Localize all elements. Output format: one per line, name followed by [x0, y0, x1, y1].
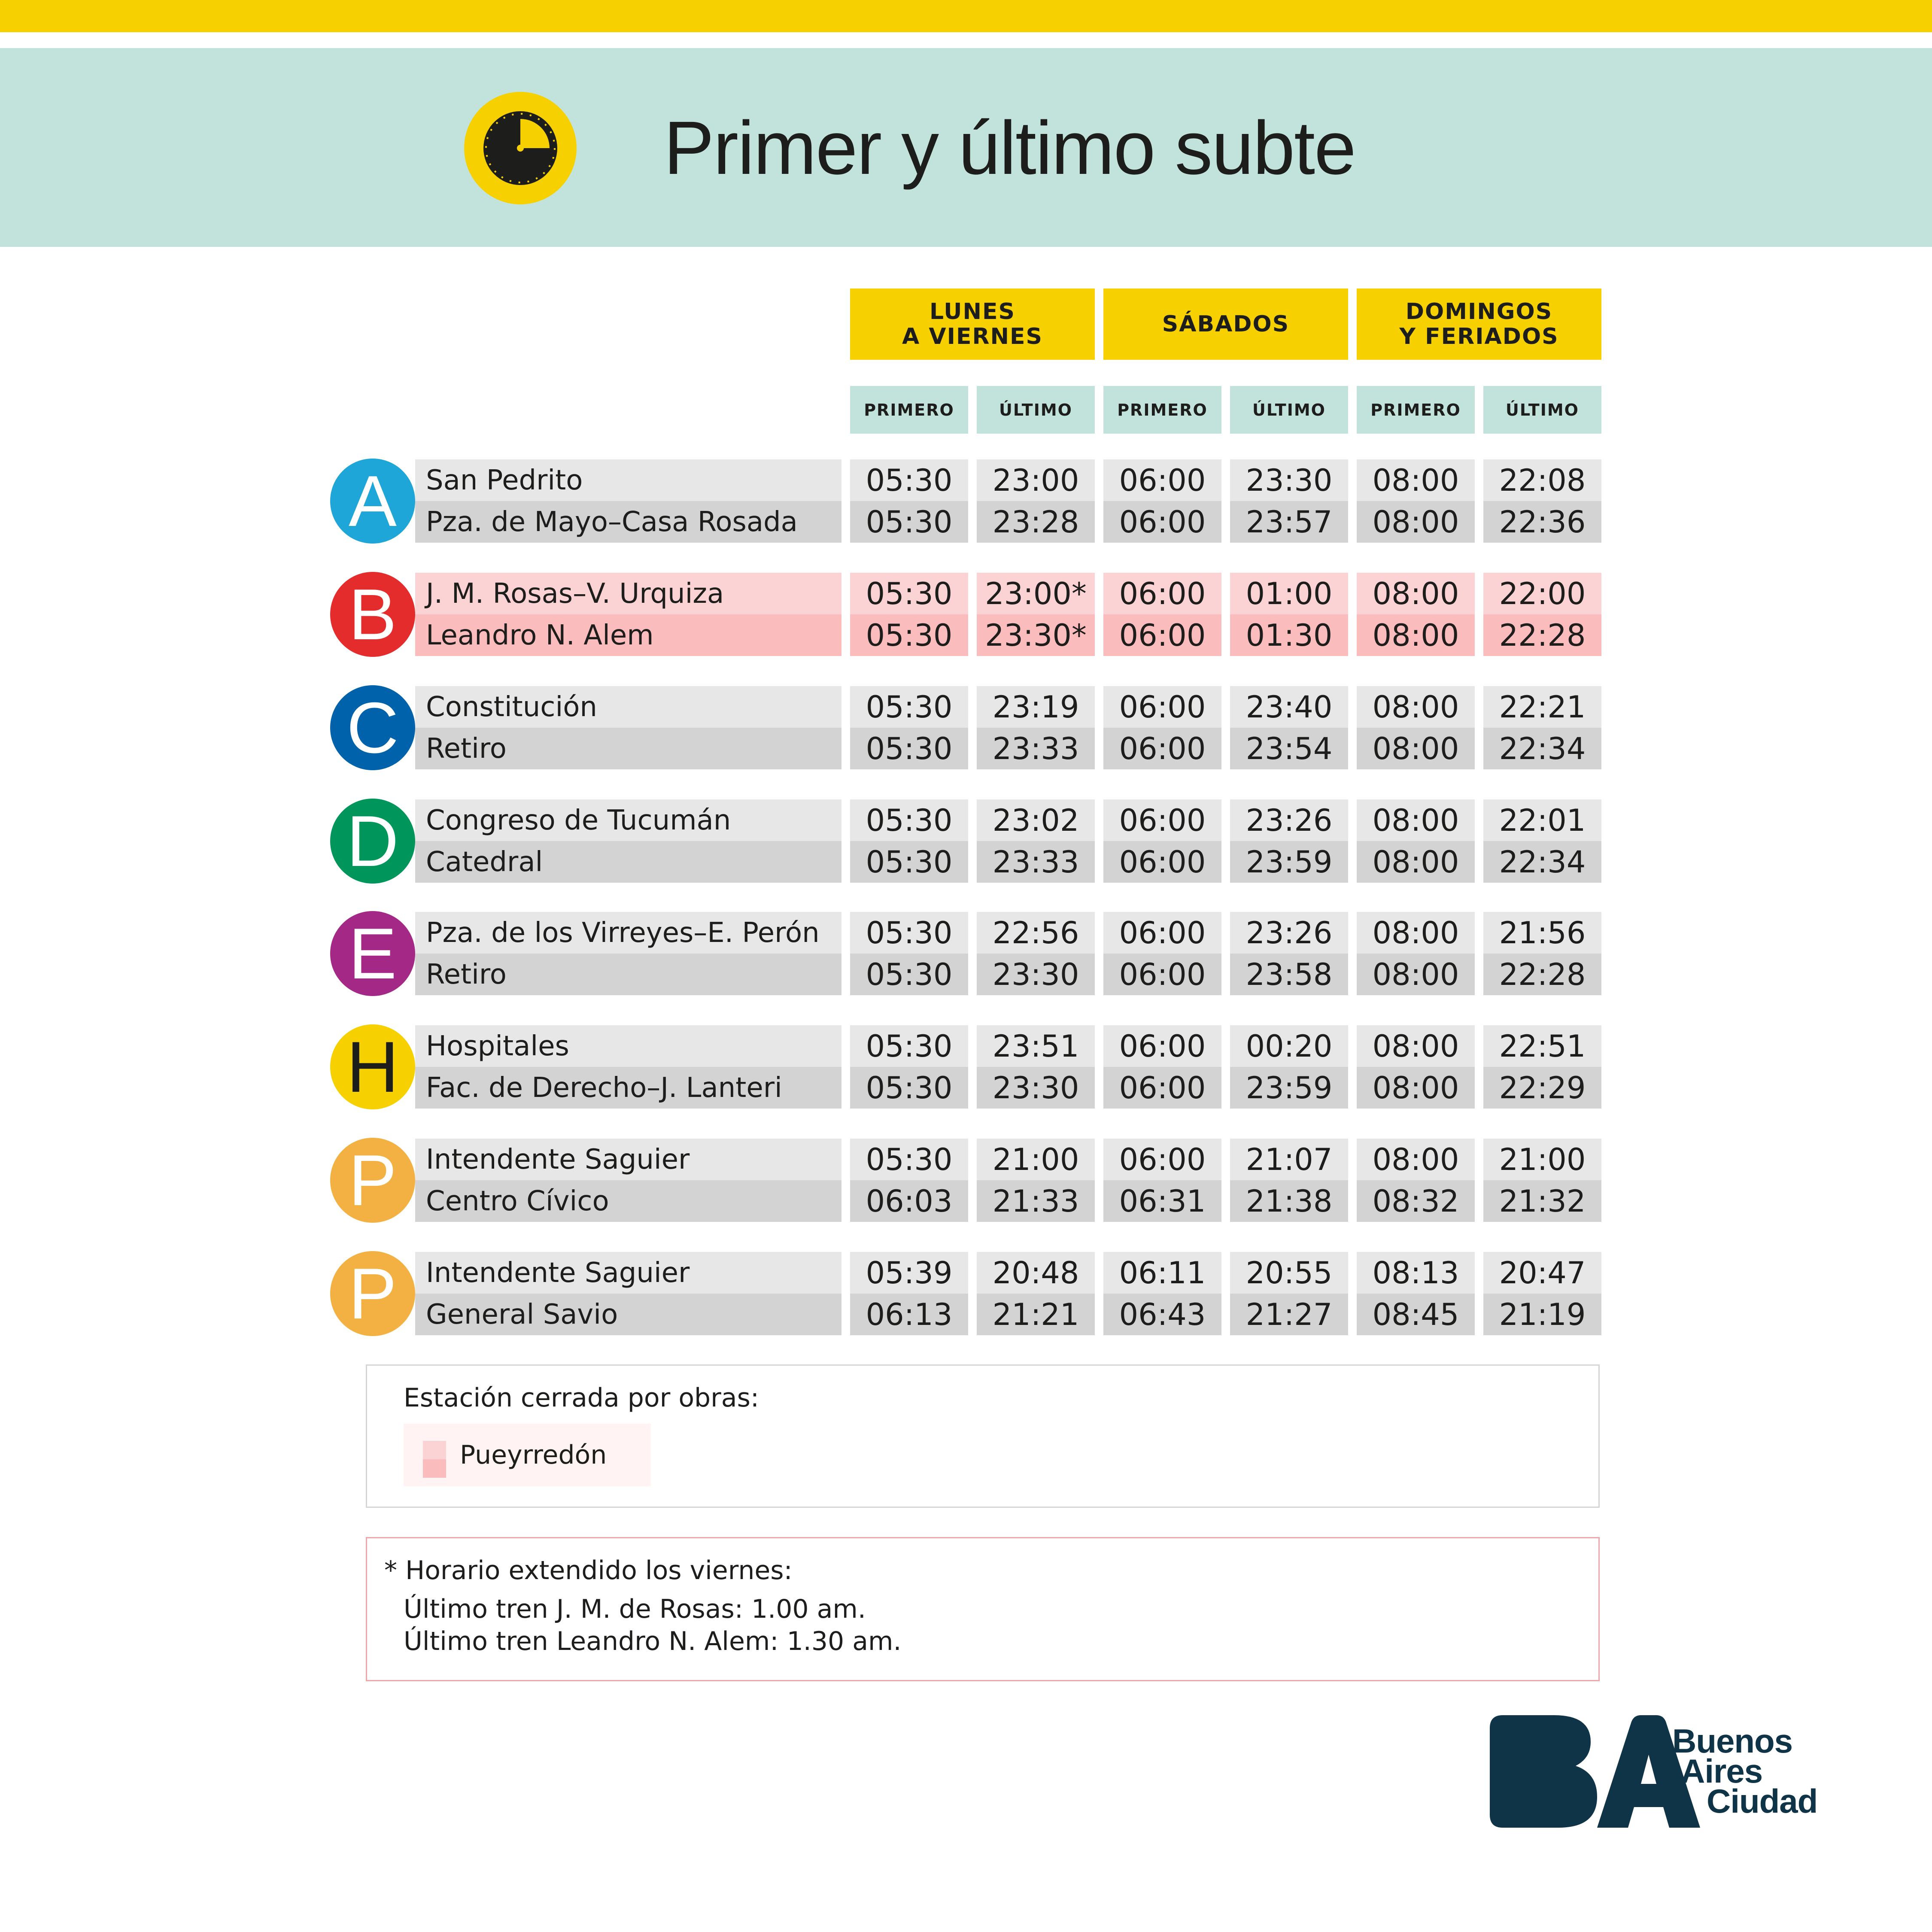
- time-cell: 21:00: [1483, 1139, 1601, 1180]
- time-cell: 01:30: [1230, 614, 1348, 656]
- time-cell: 08:45: [1357, 1294, 1475, 1335]
- saturdays-last-header: ÚLTIMO: [1230, 386, 1348, 434]
- line-row: [0, 1025, 1932, 1109]
- station-origin: Intendente Saguier: [415, 1139, 841, 1180]
- time-cell: 23:33: [977, 728, 1095, 769]
- time-cell: 21:56: [1483, 912, 1601, 954]
- time-cell: 20:47: [1483, 1252, 1601, 1294]
- station-origin: San Pedrito: [415, 459, 841, 501]
- time-cell: 21:19: [1483, 1294, 1601, 1335]
- time-cell: 23:59: [1230, 841, 1348, 883]
- time-cell: 06:00: [1103, 954, 1221, 995]
- time-cell: 21:21: [977, 1294, 1095, 1335]
- time-cell: 05:30: [850, 728, 968, 769]
- time-cell: 22:34: [1483, 841, 1601, 883]
- time-cell: 23:26: [1230, 912, 1348, 954]
- time-cell: 22:21: [1483, 686, 1601, 728]
- time-cell: 08:32: [1357, 1180, 1475, 1222]
- time-cell: 05:30: [850, 1025, 968, 1067]
- time-cell: 06:00: [1103, 1025, 1221, 1067]
- station-origin: Hospitales: [415, 1025, 841, 1067]
- time-cell: 23:51: [977, 1025, 1095, 1067]
- time-cell: 06:00: [1103, 501, 1221, 543]
- column-group-weekdays: LUNES A VIERNES: [850, 289, 1095, 360]
- line-badge-c: C: [330, 685, 415, 770]
- time-cell: 05:30: [850, 841, 968, 883]
- time-cell: 05:30: [850, 1139, 968, 1180]
- brand-wordmark: [1672, 1722, 1818, 1820]
- station-destination: General Savio: [415, 1294, 841, 1335]
- time-cell: 22:34: [1483, 728, 1601, 769]
- saturdays-first-header: PRIMERO: [1103, 386, 1221, 434]
- time-cell: 08:00: [1357, 1025, 1475, 1067]
- sundays-last-header: ÚLTIMO: [1483, 386, 1601, 434]
- time-cell: 05:30: [850, 459, 968, 501]
- time-cell: 22:36: [1483, 501, 1601, 543]
- station-destination: Pza. de Mayo–Casa Rosada: [415, 501, 841, 543]
- weekdays-first-header: PRIMERO: [850, 386, 968, 434]
- time-cell: 06:13: [850, 1294, 968, 1335]
- time-cell: 23:33: [977, 841, 1095, 883]
- weekdays-last-header: ÚLTIMO: [977, 386, 1095, 434]
- station-origin: Pza. de los Virreyes–E. Perón: [415, 912, 841, 954]
- time-cell: 23:26: [1230, 799, 1348, 841]
- time-cell: 08:13: [1357, 1252, 1475, 1294]
- time-cell: 05:30: [850, 1067, 968, 1109]
- time-cell: 05:30: [850, 686, 968, 728]
- time-cell: 23:30: [1230, 459, 1348, 501]
- brand-line-3: Ciudad: [1707, 1782, 1818, 1820]
- line-row: [0, 1139, 1932, 1222]
- time-cell: 22:29: [1483, 1067, 1601, 1109]
- note-line-rosas: Último tren J. M. de Rosas: 1.00 am.: [404, 1594, 866, 1624]
- station-destination: Retiro: [415, 954, 841, 995]
- ba-logo-letters: BA: [1490, 1709, 1499, 1717]
- extended-hours-note: [366, 1537, 1600, 1681]
- time-cell: 05:39: [850, 1252, 968, 1294]
- line-row: [0, 686, 1932, 769]
- line-row: [0, 799, 1932, 883]
- time-cell: 08:00: [1357, 799, 1475, 841]
- time-cell: 21:38: [1230, 1180, 1348, 1222]
- time-cell: 01:00: [1230, 573, 1348, 614]
- legend-item: [404, 1424, 651, 1486]
- time-cell: 08:00: [1357, 459, 1475, 501]
- time-cell: 05:30: [850, 501, 968, 543]
- time-cell: 23:57: [1230, 501, 1348, 543]
- time-cell: 23:30*: [977, 614, 1095, 656]
- time-cell: 05:30: [850, 573, 968, 614]
- time-cell: 06:00: [1103, 573, 1221, 614]
- time-cell: 06:00: [1103, 912, 1221, 954]
- time-cell: 08:00: [1357, 1067, 1475, 1109]
- time-cell: 08:00: [1357, 954, 1475, 995]
- time-cell: 05:30: [850, 954, 968, 995]
- line-badge-a: A: [330, 459, 415, 544]
- note-title: * Horario extendido los viernes:: [384, 1555, 793, 1586]
- line-row: [0, 573, 1932, 656]
- time-cell: 05:30: [850, 799, 968, 841]
- line-badge-p: P: [330, 1251, 415, 1336]
- time-cell: 06:00: [1103, 799, 1221, 841]
- time-cell: 23:30: [977, 1067, 1095, 1109]
- time-cell: 06:11: [1103, 1252, 1221, 1294]
- time-cell: 23:00*: [977, 573, 1095, 614]
- time-cell: 23:02: [977, 799, 1095, 841]
- time-cell: 08:00: [1357, 501, 1475, 543]
- time-cell: 21:27: [1230, 1294, 1348, 1335]
- time-cell: 00:20: [1230, 1025, 1348, 1067]
- time-cell: 06:31: [1103, 1180, 1221, 1222]
- time-cell: 23:28: [977, 501, 1095, 543]
- time-cell: 06:00: [1103, 614, 1221, 656]
- time-cell: 22:00: [1483, 573, 1601, 614]
- closed-station-swatch: [423, 1441, 446, 1478]
- station-destination: Centro Cívico: [415, 1180, 841, 1222]
- top-stripe: [0, 0, 1932, 32]
- time-cell: 21:07: [1230, 1139, 1348, 1180]
- time-cell: 23:30: [977, 954, 1095, 995]
- time-cell: 21:33: [977, 1180, 1095, 1222]
- time-cell: 06:00: [1103, 1067, 1221, 1109]
- time-cell: 22:28: [1483, 954, 1601, 995]
- ba-logo: [1490, 1709, 1700, 1829]
- station-origin: Congreso de Tucumán: [415, 799, 841, 841]
- line-badge-b: B: [330, 572, 415, 657]
- time-cell: 21:00: [977, 1139, 1095, 1180]
- clock-icon: [464, 92, 577, 204]
- time-cell: 23:19: [977, 686, 1095, 728]
- time-cell: 05:30: [850, 614, 968, 656]
- time-cell: 08:00: [1357, 728, 1475, 769]
- time-cell: 06:00: [1103, 728, 1221, 769]
- time-cell: 23:59: [1230, 1067, 1348, 1109]
- time-cell: 06:00: [1103, 686, 1221, 728]
- station-destination: Leandro N. Alem: [415, 614, 841, 656]
- time-cell: 22:56: [977, 912, 1095, 954]
- time-cell: 08:00: [1357, 573, 1475, 614]
- line-row: [0, 1252, 1932, 1335]
- time-cell: 22:08: [1483, 459, 1601, 501]
- time-cell: 06:00: [1103, 1139, 1221, 1180]
- line-row: [0, 912, 1932, 995]
- line-badge-d: D: [330, 799, 415, 884]
- time-cell: 22:01: [1483, 799, 1601, 841]
- line-badge-p: P: [330, 1138, 415, 1223]
- time-cell: 08:00: [1357, 686, 1475, 728]
- time-cell: 21:32: [1483, 1180, 1601, 1222]
- note-line-alem: Último tren Leandro N. Alem: 1.30 am.: [404, 1626, 902, 1656]
- time-cell: 20:55: [1230, 1252, 1348, 1294]
- time-cell: 06:00: [1103, 459, 1221, 501]
- sundays-first-header: PRIMERO: [1357, 386, 1475, 434]
- station-origin: Constitución: [415, 686, 841, 728]
- brand-line-2: Aires: [1681, 1752, 1763, 1790]
- line-badge-e: E: [330, 911, 415, 996]
- legend-item-label: Pueyrredón: [460, 1440, 607, 1470]
- station-destination: Fac. de Derecho–J. Lanteri: [415, 1067, 841, 1109]
- time-cell: 20:48: [977, 1252, 1095, 1294]
- column-group-saturdays: SÁBADOS: [1103, 289, 1348, 360]
- time-cell: 06:43: [1103, 1294, 1221, 1335]
- station-origin: J. M. Rosas–V. Urquiza: [415, 573, 841, 614]
- time-cell: 06:00: [1103, 841, 1221, 883]
- time-cell: 08:00: [1357, 912, 1475, 954]
- time-cell: 08:00: [1357, 841, 1475, 883]
- time-cell: 23:00: [977, 459, 1095, 501]
- time-cell: 22:51: [1483, 1025, 1601, 1067]
- time-cell: 23:40: [1230, 686, 1348, 728]
- station-origin: Intendente Saguier: [415, 1252, 841, 1294]
- time-cell: 08:00: [1357, 614, 1475, 656]
- station-destination: Catedral: [415, 841, 841, 883]
- closed-station-legend: [366, 1364, 1600, 1508]
- time-cell: 22:28: [1483, 614, 1601, 656]
- legend-title: Estación cerrada por obras:: [404, 1383, 759, 1413]
- station-destination: Retiro: [415, 728, 841, 769]
- column-group-sundays-holidays: DOMINGOS Y FERIADOS: [1357, 289, 1601, 360]
- time-cell: 23:58: [1230, 954, 1348, 995]
- time-cell: 08:00: [1357, 1139, 1475, 1180]
- line-badge-h: H: [330, 1024, 415, 1109]
- line-row: [0, 459, 1932, 543]
- time-cell: 05:30: [850, 912, 968, 954]
- time-cell: 23:54: [1230, 728, 1348, 769]
- page-title: Primer y último subte: [664, 106, 1355, 190]
- brand-line-1: Buenos: [1672, 1722, 1793, 1760]
- time-cell: 06:03: [850, 1180, 968, 1222]
